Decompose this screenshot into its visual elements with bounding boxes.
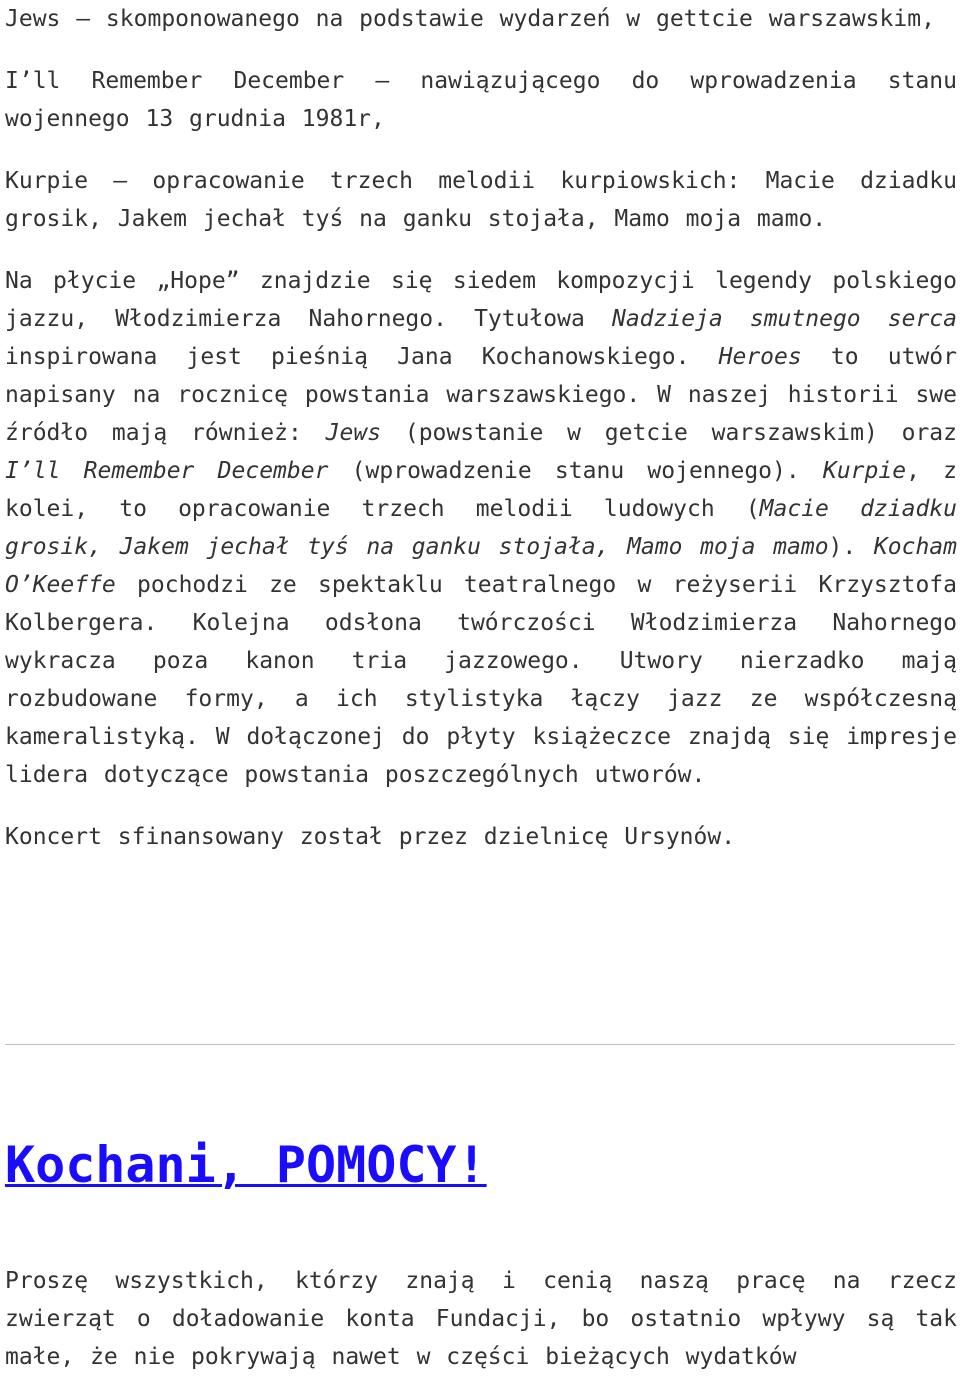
text-span: , z kolei, to opracowanie trzech melodii ludowych (: [5, 458, 957, 522]
paragraph-hope-album: [5, 262, 957, 794]
text-span: to utwór napisany na rocznicę powstania warszawskiego. W naszej historii swe źródło mają również:: [5, 344, 957, 446]
title-remember-december: I’ll Remember December: [5, 458, 329, 484]
text-span: pochodzi ze spektaklu teatralnego w reżyserii Krzysztofa Kolbergera. Kolejna odsłona twórczości Włodzimierza Nahornego wykracza poza kanon tria jazzowego. Utwory nierzadko mają rozbudowane formy, a ich stylistyka łączy jazz ze współczesną kameralistyką. W dołączonej do płyty książeczce znajdą się impresje lidera dotyczące powstania poszczególnych utworów.: [5, 572, 957, 788]
post-title-link[interactable]: Kochani, POMOCY!: [5, 1136, 487, 1194]
title-kurpie: Kurpie: [822, 458, 907, 484]
text-span: inspirowana jest pieśnią Jana Kochanowskiego.: [5, 344, 719, 370]
title-nadzieja: Nadzieja smutnego serca: [611, 306, 957, 332]
title-kocham-okeeffe: Kocham O’Keeffe: [5, 534, 957, 598]
text-span: (wprowadzenie stanu wojennego).: [328, 458, 823, 484]
post-title: [5, 1130, 487, 1200]
text-span: Na płycie „Hope” znajdzie się siedem kompozycji legendy polskiego jazzu, Włodzimierza Nahornego. Tytułowa: [5, 268, 957, 332]
text-span: ).: [828, 534, 874, 560]
post-divider: [5, 1044, 955, 1045]
text-span: (powstanie w getcie warszawskim) oraz: [381, 420, 957, 446]
paragraph-jews: Jews – skomponowanego na podstawie wydarzeń w gettcie warszawskim,: [5, 6, 935, 32]
paragraph-funding: Koncert sfinansowany został przez dzielnicę Ursynów.: [5, 824, 736, 850]
paragraph-remember-december: I’ll Remember December – nawiązującego do wprowadzenia stanu wojennego 13 grudnia 1981r,: [5, 68, 957, 132]
title-melodies: Macie dziadku grosik, Jakem jechał tyś na ganku stojała, Mamo moja mamo: [5, 496, 957, 560]
title-jews: Jews: [325, 420, 382, 446]
paragraph-appeal: Proszę wszystkich, którzy znają i cenią naszą pracę na rzecz zwierząt o doładowanie konta Fundacji, bo ostatnio wpływy są tak małe, że nie pokrywają nawet w części bieżących wydatków: [5, 1268, 957, 1370]
article-body: [5, 0, 957, 856]
paragraph-kurpie: Kurpie – opracowanie trzech melodii kurpiowskich: Macie dziadku grosik, Jakem jechał tyś na ganku stojała, Mamo moja mamo.: [5, 168, 957, 232]
post-excerpt: [5, 1262, 957, 1376]
title-heroes: Heroes: [718, 344, 802, 370]
